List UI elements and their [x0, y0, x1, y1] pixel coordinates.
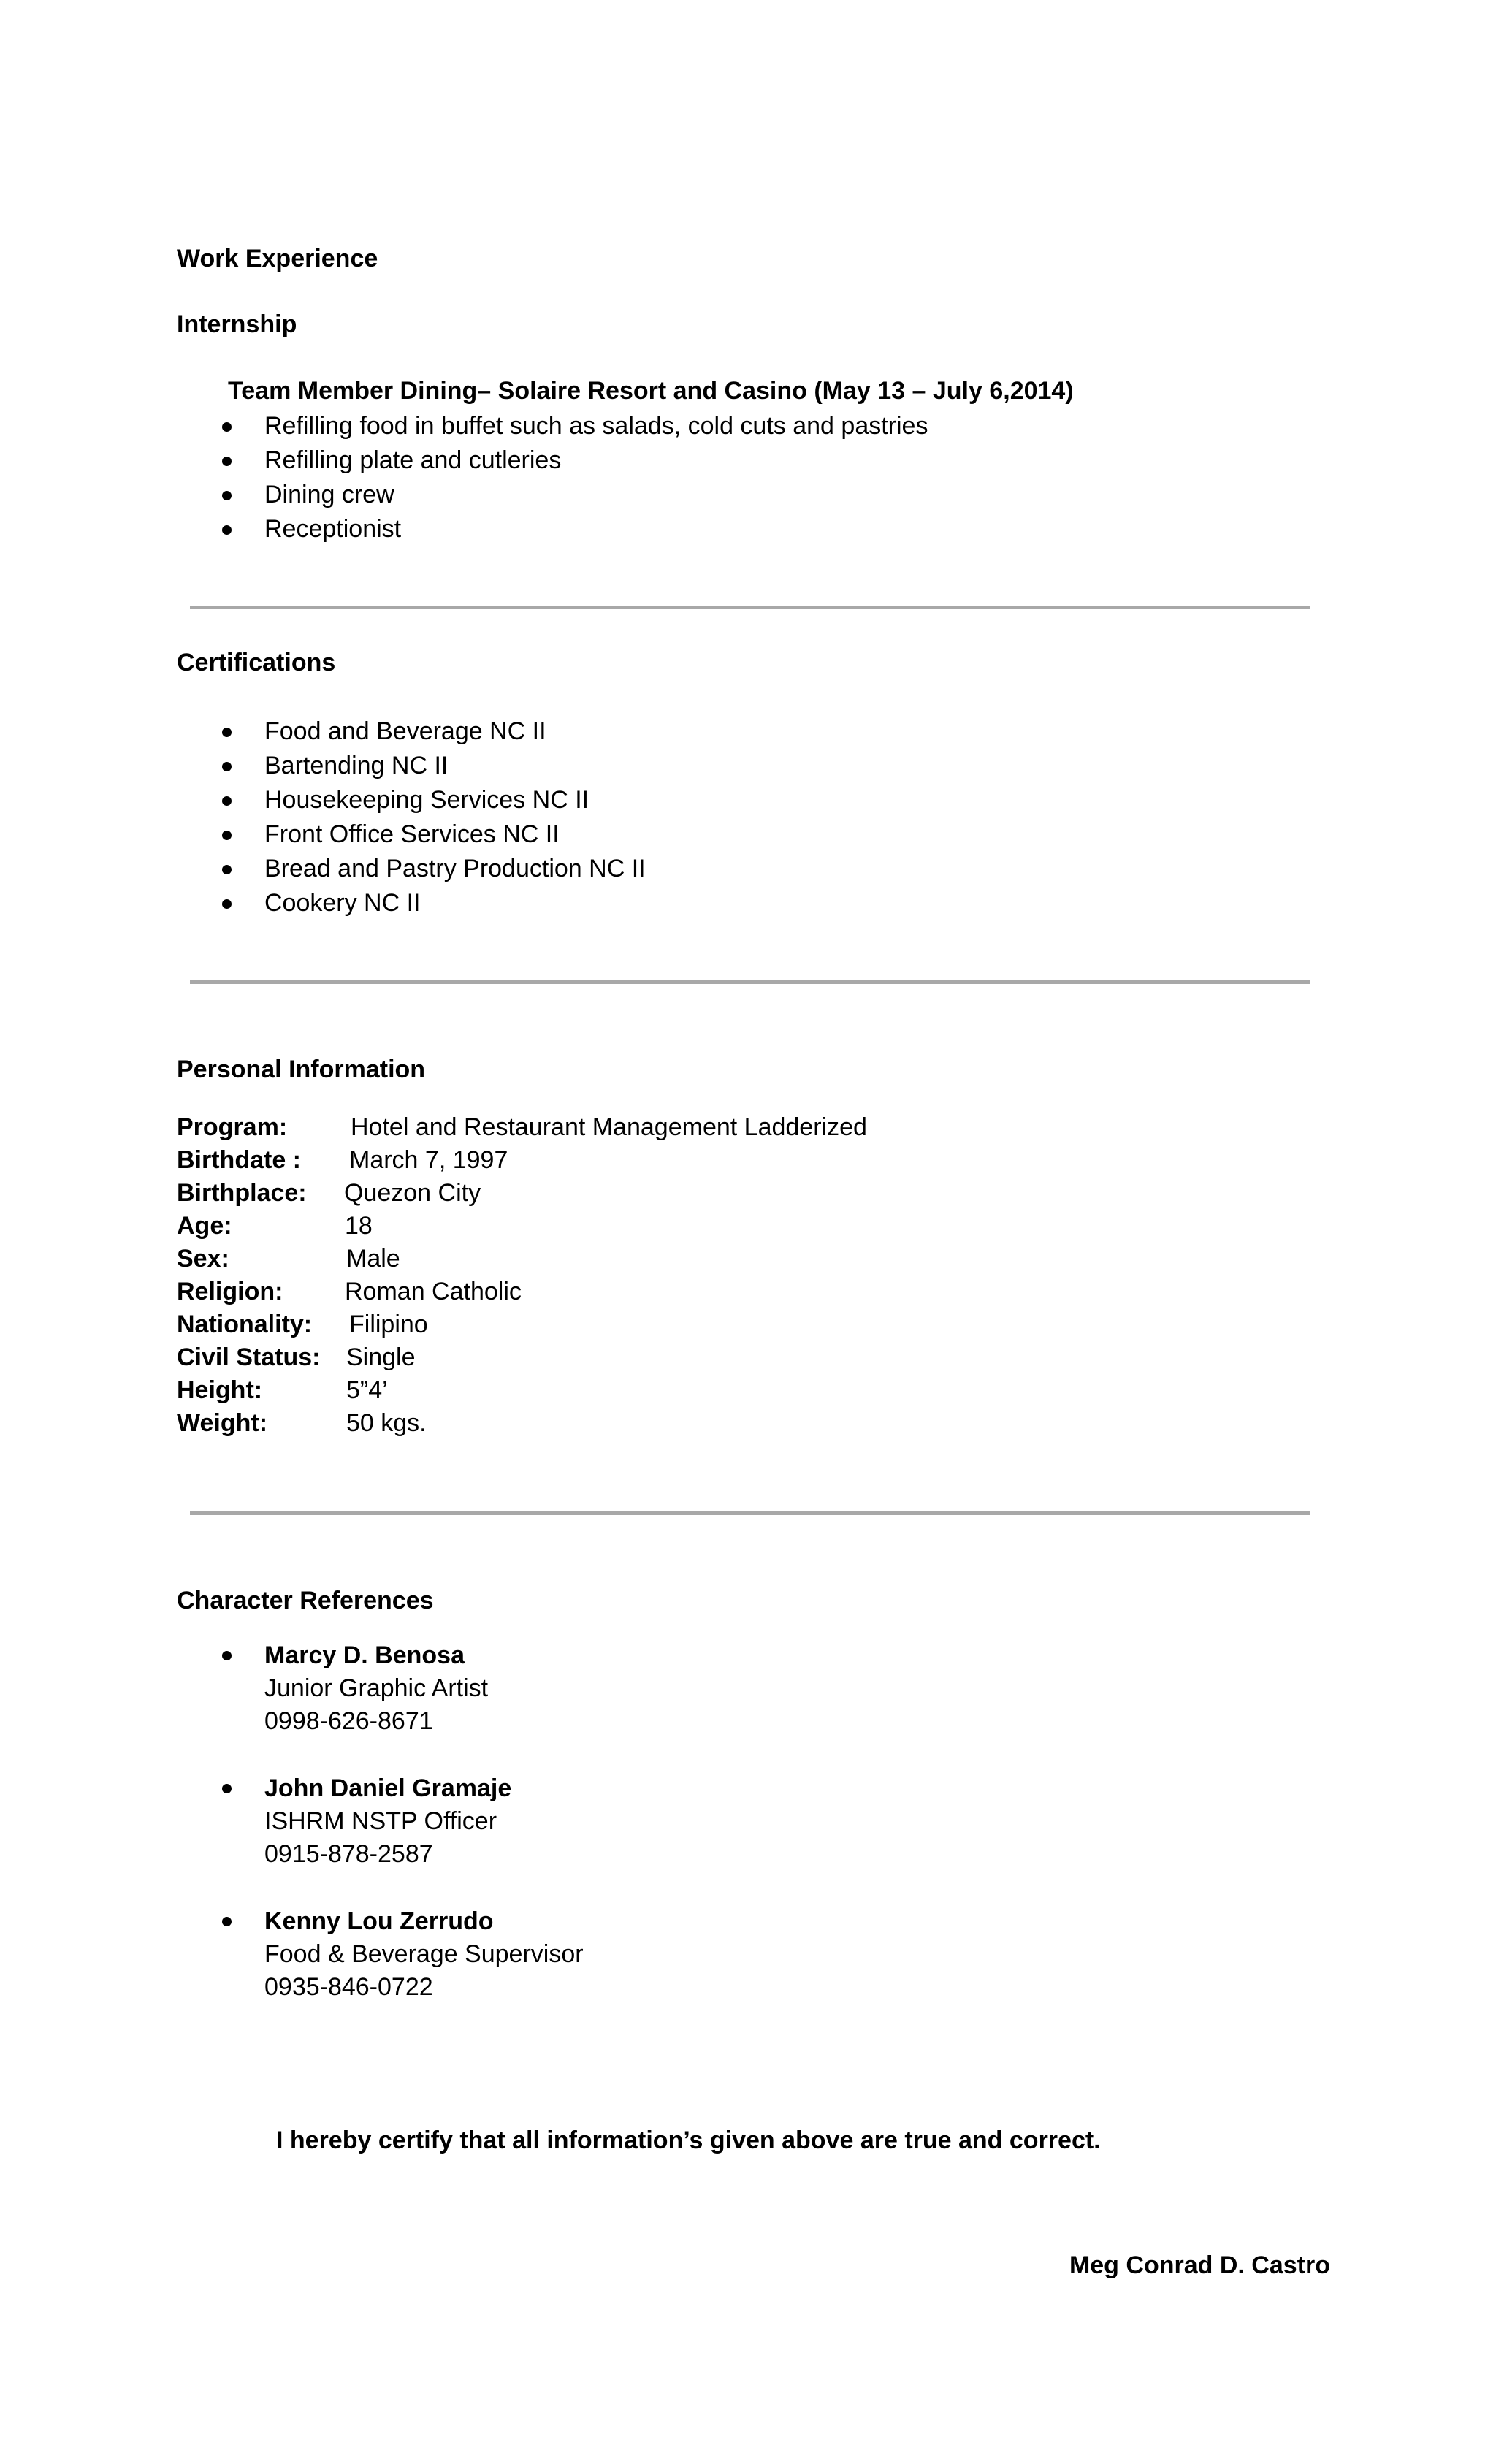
bullet-icon [222, 1651, 232, 1660]
bullet-icon [222, 831, 232, 840]
reference-position: ISHRM NSTP Officer [264, 1807, 497, 1835]
section-divider [190, 1511, 1310, 1515]
bullet-icon [222, 1784, 232, 1793]
reference-name: Marcy D. Benosa [264, 1641, 465, 1669]
section-divider [190, 980, 1310, 984]
list-item: Front Office Services NC II [177, 817, 646, 852]
certification-statement: I hereby certify that all information’s given above are true and correct. [276, 2127, 1101, 2154]
section-divider [190, 606, 1310, 609]
list-item: Bread and Pastry Production NC II [177, 852, 646, 886]
character-references-heading: Character References [177, 1587, 434, 1614]
list-item: Cookery NC II [177, 886, 646, 920]
certifications-list [177, 714, 646, 920]
list-item [177, 1772, 584, 1905]
list-item: Food and Beverage NC II [177, 714, 646, 749]
reference-phone: 0915-878-2587 [264, 1840, 433, 1868]
bullet-icon [222, 457, 232, 466]
reference-phone: 0998-626-8671 [264, 1707, 433, 1735]
reference-position: Junior Graphic Artist [264, 1674, 489, 1702]
duties-list [177, 409, 928, 546]
references-list [177, 1639, 584, 2038]
bullet-icon [222, 796, 232, 806]
reference-name: Kenny Lou Zerrudo [264, 1907, 494, 1935]
reference-position: Food & Beverage Supervisor [264, 1940, 584, 1968]
work-experience-heading: Work Experience [177, 245, 378, 272]
list-item: Housekeeping Services NC II [177, 783, 646, 817]
bullet-icon [222, 865, 232, 874]
bullet-icon [222, 422, 232, 432]
list-item [177, 1905, 584, 2038]
reference-phone: 0935-846-0722 [264, 1973, 433, 2001]
reference-name: John Daniel Gramaje [264, 1774, 512, 1802]
bullet-icon [222, 525, 232, 535]
list-item: Dining crew [177, 478, 928, 512]
list-item [177, 1639, 584, 1772]
list-item: Bartending NC II [177, 749, 646, 783]
internship-subheading: Internship [177, 310, 297, 338]
list-item: Refilling food in buffet such as salads, cold cuts and pastries [177, 409, 928, 443]
bullet-icon [222, 728, 232, 737]
job-title: Team Member Dining– Solaire Resort and Casino (May 13 – July 6,2014) [228, 377, 1074, 405]
list-item: Receptionist [177, 512, 928, 546]
bullet-icon [222, 1917, 232, 1926]
bullet-icon [222, 899, 232, 909]
signature-name: Meg Conrad D. Castro [1069, 2251, 1330, 2279]
certifications-heading: Certifications [177, 649, 336, 676]
bullet-icon [222, 762, 232, 771]
personal-information-heading: Personal Information [177, 1056, 426, 1083]
list-item: Refilling plate and cutleries [177, 443, 928, 478]
bullet-icon [222, 491, 232, 500]
